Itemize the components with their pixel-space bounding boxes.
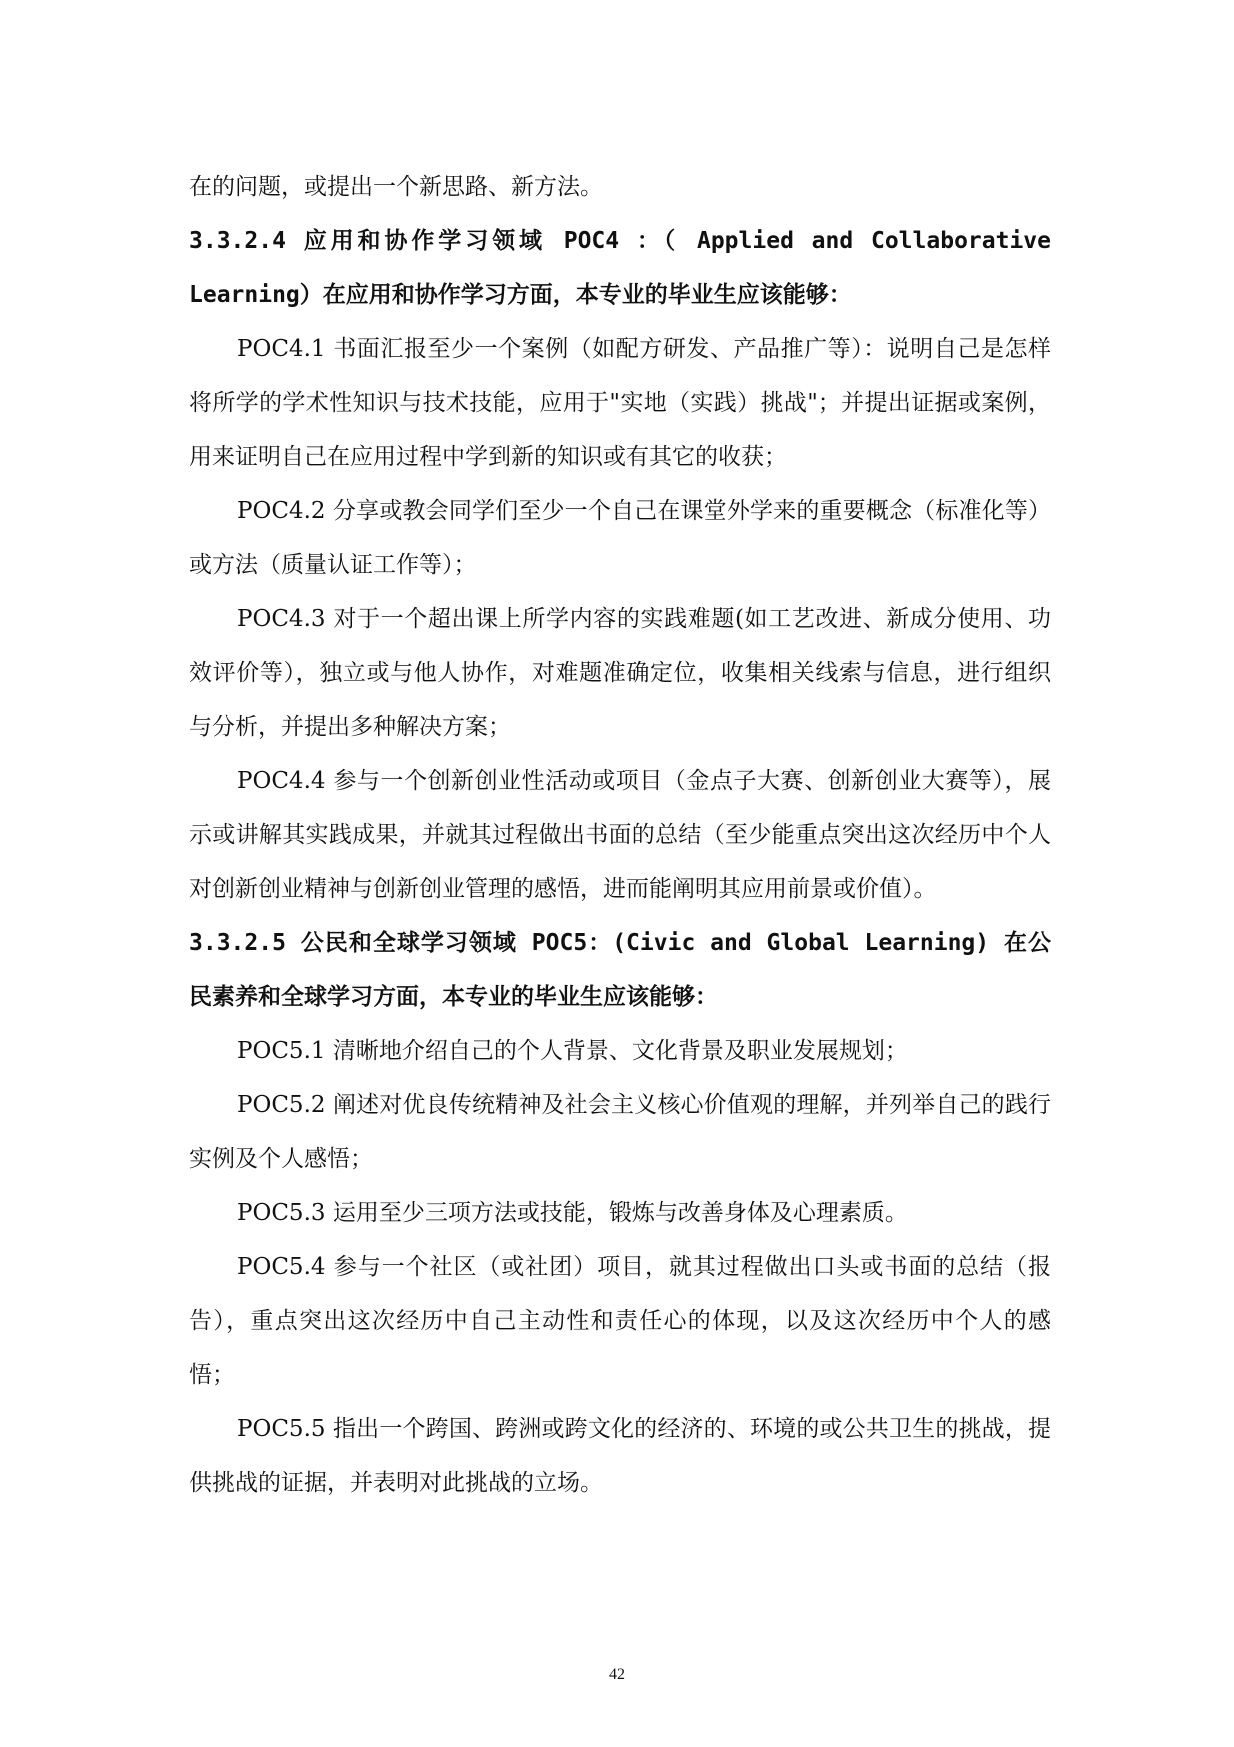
page-content — [189, 160, 1051, 1510]
paragraph-poc4-2: POC4.2 分享或教会同学们至少一个自己在课堂外学来的重要概念（标准化等）或方法（质量认证工作等）； — [189, 498, 1051, 578]
page-number: 42 — [609, 1666, 625, 1683]
paragraph-poc5-1: POC5.1 清晰地介绍自己的个人背景、文化背景及职业发展规划； — [237, 1038, 908, 1064]
paragraph-poc5-5: POC5.5 指出一个跨国、跨洲或跨文化的经济的、环境的或公共卫生的挑战，提供挑战的证据，并表明对此挑战的立场。 — [189, 1416, 1051, 1496]
paragraph-continuation: 在的问题，或提出一个新思路、新方法。 — [189, 174, 603, 200]
paragraph-poc4-1: POC4.1 书面汇报至少一个案例（如配方研发、产品推广等）：说明自己是怎样将所学的学术性知识与技术技能，应用于"实地（实践）挑战"；并提出证据或案例，用来证明自己在应用过程中学到新的知识或有其它的收获； — [189, 336, 1051, 470]
paragraph-poc5-3: POC5.3 运用至少三项方法或技能，锻炼与改善身体及心理素质。 — [237, 1200, 908, 1226]
paragraph-poc4-4: POC4.4 参与一个创新创业性活动或项目（金点子大赛、创新创业大赛等），展示或讲解其实践成果，并就其过程做出书面的总结（至少能重点突出这次经历中个人对创新创业精神与创新创业管理的感悟，进而能阐明其应用前景或价值）。 — [189, 768, 1051, 902]
section-heading-3-3-2-5: 3.3.2.5 公民和全球学习领域 POC5：(Civic and Global Learning) 在公民素养和全球学习方面，本专业的毕业生应该能够： — [189, 930, 1051, 1010]
paragraph-poc5-2: POC5.2 阐述对优良传统精神及社会主义核心价值观的理解，并列举自己的践行实例及个人感悟； — [189, 1092, 1051, 1172]
paragraph-poc5-4: POC5.4 参与一个社区（或社团）项目，就其过程做出口头或书面的总结（报告），重点突出这次经历中自己主动性和责任心的体现，以及这次经历中个人的感悟； — [189, 1254, 1051, 1388]
section-heading-3-3-2-4: 3.3.2.4 应用和协作学习领域 POC4 ：（ Applied and Collaborative Learning）在应用和协作学习方面，本专业的毕业生应该能够： — [189, 228, 1051, 308]
paragraph-poc4-3: POC4.3 对于一个超出课上所学内容的实践难题(如工艺改进、新成分使用、功效评价等），独立或与他人协作，对难题准确定位，收集相关线索与信息，进行组织与分析，并提出多种解决方案； — [189, 606, 1051, 740]
